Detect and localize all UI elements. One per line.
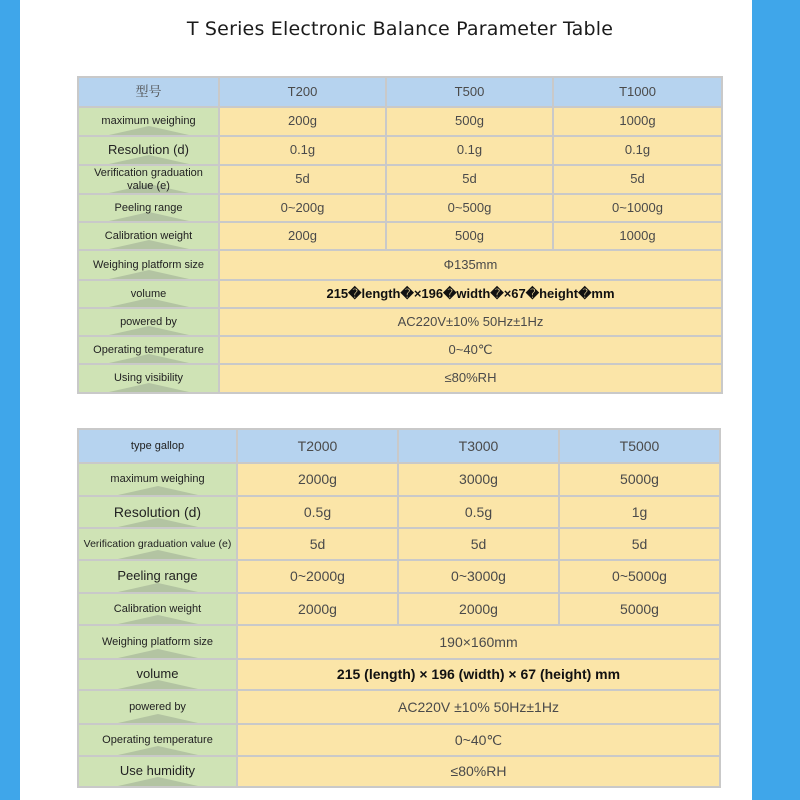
header-model-label: 型号 (78, 77, 219, 107)
table-cell: 1000g (553, 222, 722, 250)
table-cell-merged: Φ135mm (219, 250, 722, 280)
table-cell: 0~500g (386, 194, 553, 222)
table-row (78, 756, 720, 787)
table-cell-merged: 0~40℃ (219, 336, 722, 364)
table-cell: 200g (219, 107, 386, 136)
table-row (78, 308, 722, 336)
table-row (78, 528, 720, 560)
table-cell: 500g (386, 222, 553, 250)
table-row (78, 560, 720, 593)
table-row (78, 165, 722, 194)
table-cell: 5000g (559, 463, 720, 496)
row-label: Peeling range (78, 194, 219, 222)
table-cell-merged: 190×160mm (237, 625, 720, 659)
row-label: Calibration weight (78, 222, 219, 250)
row-label: Weighing platform size (78, 625, 237, 659)
row-label: Operating temperature (78, 724, 237, 756)
table-row (78, 194, 722, 222)
row-label: maximum weighing (78, 107, 219, 136)
table-cell-merged: ≤80%RH (237, 756, 720, 787)
table-cell: 1000g (553, 107, 722, 136)
table-cell: 0.1g (386, 136, 553, 165)
row-label: volume (78, 659, 237, 690)
parameter-table-t200-series (77, 76, 723, 394)
table-cell-merged: AC220V±10% 50Hz±1Hz (219, 308, 722, 336)
table-cell-merged: 215�length�×196�width�×67�height�mm (219, 280, 722, 308)
table-cell: 0.1g (219, 136, 386, 165)
table-cell: 0~5000g (559, 560, 720, 593)
table-cell: 2000g (237, 593, 398, 625)
table-row (78, 364, 722, 393)
table-row (78, 107, 722, 136)
table-row (78, 280, 722, 308)
table-cell: 3000g (398, 463, 559, 496)
table-cell: 0.5g (398, 496, 559, 528)
table-row (78, 250, 722, 280)
table-row (78, 593, 720, 625)
table-cell: 0~2000g (237, 560, 398, 593)
table-cell-merged: AC220V ±10% 50Hz±1Hz (237, 690, 720, 724)
row-label: Peeling range (78, 560, 237, 593)
table-cell: 0~1000g (553, 194, 722, 222)
row-label: Resolution (d) (78, 136, 219, 165)
table-header-row (78, 429, 720, 463)
table-row (78, 136, 722, 165)
table-row (78, 690, 720, 724)
header-model-t3000: T3000 (398, 429, 559, 463)
row-label: Use humidity (78, 756, 237, 787)
table-cell: 5000g (559, 593, 720, 625)
table-row (78, 724, 720, 756)
row-label: Using visibility (78, 364, 219, 393)
table-row (78, 336, 722, 364)
parameter-table-t2000-series (77, 428, 721, 788)
table-row (78, 222, 722, 250)
table-cell: 0~3000g (398, 560, 559, 593)
table-cell: 200g (219, 222, 386, 250)
page-title: T Series Electronic Balance Parameter Table (186, 18, 614, 40)
header-model-label: type gallop (78, 429, 237, 463)
table-row (78, 496, 720, 528)
row-label: Weighing platform size (78, 250, 219, 280)
row-label: volume (78, 280, 219, 308)
table-cell-merged: 0~40℃ (237, 724, 720, 756)
header-model-t200: T200 (219, 77, 386, 107)
table-cell-merged: 215 (length) × 196 (width) × 67 (height) mm (237, 659, 720, 690)
row-label: Resolution (d) (78, 496, 237, 528)
table-cell: 2000g (398, 593, 559, 625)
table-cell: 0.1g (553, 136, 722, 165)
row-label: Operating temperature (78, 336, 219, 364)
table-cell: 0~200g (219, 194, 386, 222)
table-row (78, 625, 720, 659)
table-cell: 2000g (237, 463, 398, 496)
row-label: powered by (78, 308, 219, 336)
table-cell-merged: ≤80%RH (219, 364, 722, 393)
table-cell: 500g (386, 107, 553, 136)
table-row (78, 463, 720, 496)
table-cell: 1g (559, 496, 720, 528)
header-model-t1000: T1000 (553, 77, 722, 107)
row-label: Verification graduation value (e) (78, 165, 219, 194)
row-label: powered by (78, 690, 237, 724)
table-cell: 0.5g (237, 496, 398, 528)
table-cell: 5d (559, 528, 720, 560)
table-cell: 5d (237, 528, 398, 560)
header-model-t5000: T5000 (559, 429, 720, 463)
header-model-t2000: T2000 (237, 429, 398, 463)
header-model-t500: T500 (386, 77, 553, 107)
table-cell: 5d (398, 528, 559, 560)
row-label: Calibration weight (78, 593, 237, 625)
table-cell: 5d (386, 165, 553, 194)
table-cell: 5d (553, 165, 722, 194)
table-row (78, 659, 720, 690)
row-label: maximum weighing (78, 463, 237, 496)
table-cell: 5d (219, 165, 386, 194)
row-label: Verification graduation value (e) (78, 528, 237, 560)
table-header-row (78, 77, 722, 107)
